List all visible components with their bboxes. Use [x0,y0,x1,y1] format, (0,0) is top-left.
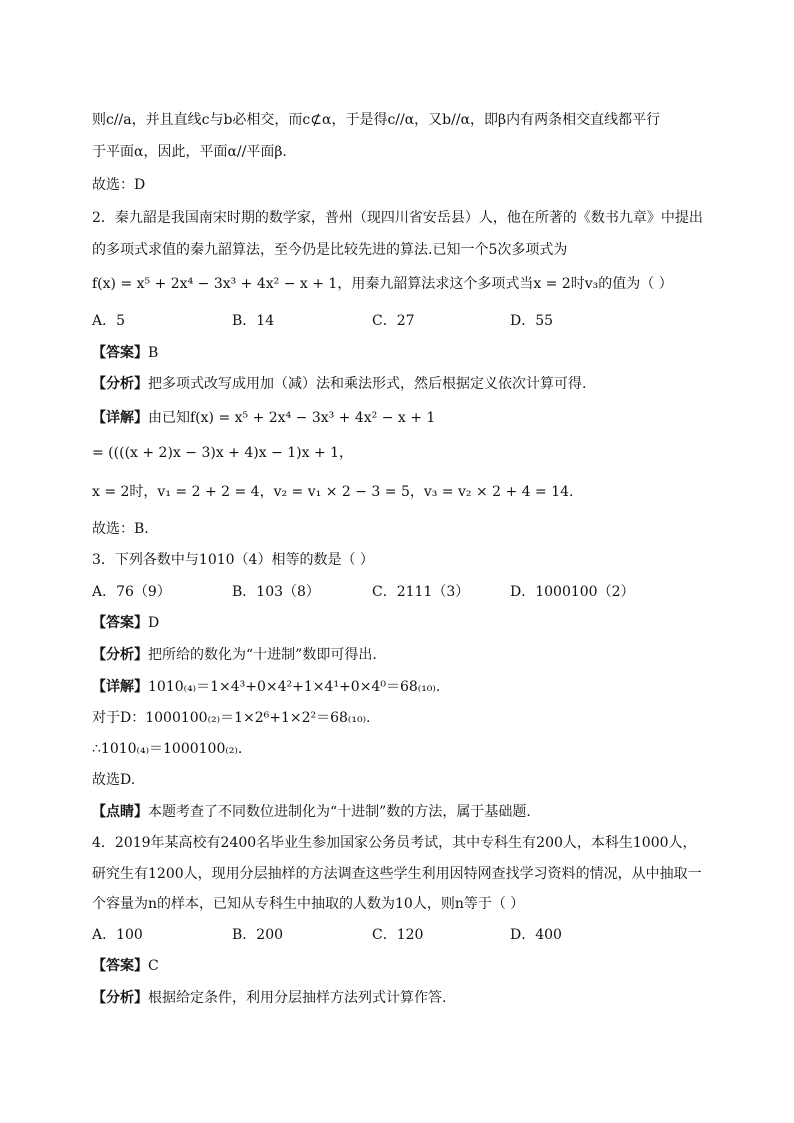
detail-line: = ((((x + 2)x − 3)x + 4)x − 1)x + 1， [92,445,354,461]
option-c: C．2111（3） [372,584,470,600]
text-line: 故选：D [92,177,146,193]
detail-text: 由已知f(x) = x⁵ + 2x⁴ − 3x³ + 4x² − x + 1 [148,410,436,426]
answer-label: 【答案】 [92,345,148,361]
comment-line [92,802,712,822]
answer-value: D [148,615,160,631]
analysis-line [92,988,712,1008]
detail-line: x = 2时，v₁ = 2 + 2 = 4，v₂ = v₁ × 2 − 3 = 5，v₃ = v₂ × 2 + 4 = 14. [92,484,574,500]
text-line: 于平面α，因此，平面α//平面β. [92,144,287,160]
detail-line [92,408,712,428]
question-2-stem: 的多项式求值的秦九韶算法，至今仍是比较先进的算法.已知一个5次多项式为 [92,242,568,258]
answer-label: 【答案】 [92,958,148,974]
analysis-label: 【分析】 [92,647,148,663]
option-c: C．27 [372,313,415,329]
conclusion-line: 故选D. [92,772,136,788]
comment-text: 本题考查了不同数位进制化为“十进制”数的方法，属于基础题. [148,804,531,820]
analysis-line [92,645,712,665]
question-3-stem: 3．下列各数中与1010（4）相等的数是（ ） [92,552,374,568]
option-b: B．103（8） [232,584,320,600]
question-3-options [92,582,712,602]
text-line: 则c//a，并且直线c与b必相交，而c⊄α，于是得c//α，又b//α，即β内有两条相交直线都平行 [92,112,661,128]
answer-line [92,956,712,976]
option-b: B．14 [232,313,275,329]
option-a: A．100 [92,927,143,943]
question-4-stem: 研究生有1200人，现用分层抽样的方法调查这些学生利用因特网查找学习资料的情况，从中抽取一 [92,866,702,882]
option-a: A．5 [92,313,126,329]
detail-label: 【详解】 [92,410,148,426]
detail-text: 1010₍₄₎＝1×4³+0×4²+1×4¹+0×4⁰＝68₍₁₀₎. [148,679,441,695]
answer-label: 【答案】 [92,615,148,631]
answer-line [92,343,712,363]
answer-value: C [148,958,159,974]
analysis-text: 把所给的数化为“十进制”数即可得出. [148,647,377,663]
option-a: A．76（9） [92,584,171,600]
question-4-stem: 4．2019年某高校有2400名毕业生参加国家公务员考试，其中专科生有200人，本科生1000人， [92,835,697,851]
question-4-stem: 个容量为n的样本，已知从专科生中抽取的人数为10人，则n等于（ ） [92,896,525,912]
answer-value: B [148,345,159,361]
analysis-line [92,374,712,394]
detail-line: ∴1010₍₄₎＝1000100₍₂₎. [92,741,243,757]
question-2-options [92,311,712,331]
question-2-stem: 2．秦九韶是我国南宋时期的数学家，普州（现四川省安岳县）人，他在所著的《数书九章》中提出 [92,210,703,226]
analysis-label: 【分析】 [92,990,148,1006]
option-d: D．55 [510,313,554,329]
option-c: C．120 [372,927,424,943]
answer-line [92,613,712,633]
option-b: B．200 [232,927,284,943]
analysis-label: 【分析】 [92,376,148,392]
conclusion-line: 故选：B. [92,521,149,537]
option-d: D．1000100（2） [510,584,635,600]
analysis-text: 把多项式改写成用加（减）法和乘法形式，然后根据定义依次计算可得. [148,376,587,392]
question-4-options [92,925,712,945]
detail-line: 对于D：1000100₍₂₎＝1×2⁶+1×2²＝68₍₁₀₎. [92,710,371,726]
question-2-formula: f(x) = x⁵ + 2x⁴ − 3x³ + 4x² − x + 1，用秦九韶算法求这个多项式当x = 2时v₃的值为（ ） [92,276,673,292]
option-d: D．400 [510,927,562,943]
detail-label: 【详解】 [92,679,148,695]
analysis-text: 根据给定条件，利用分层抽样方法列式计算作答. [148,990,447,1006]
comment-label: 【点睛】 [92,804,148,820]
detail-line [92,677,712,697]
